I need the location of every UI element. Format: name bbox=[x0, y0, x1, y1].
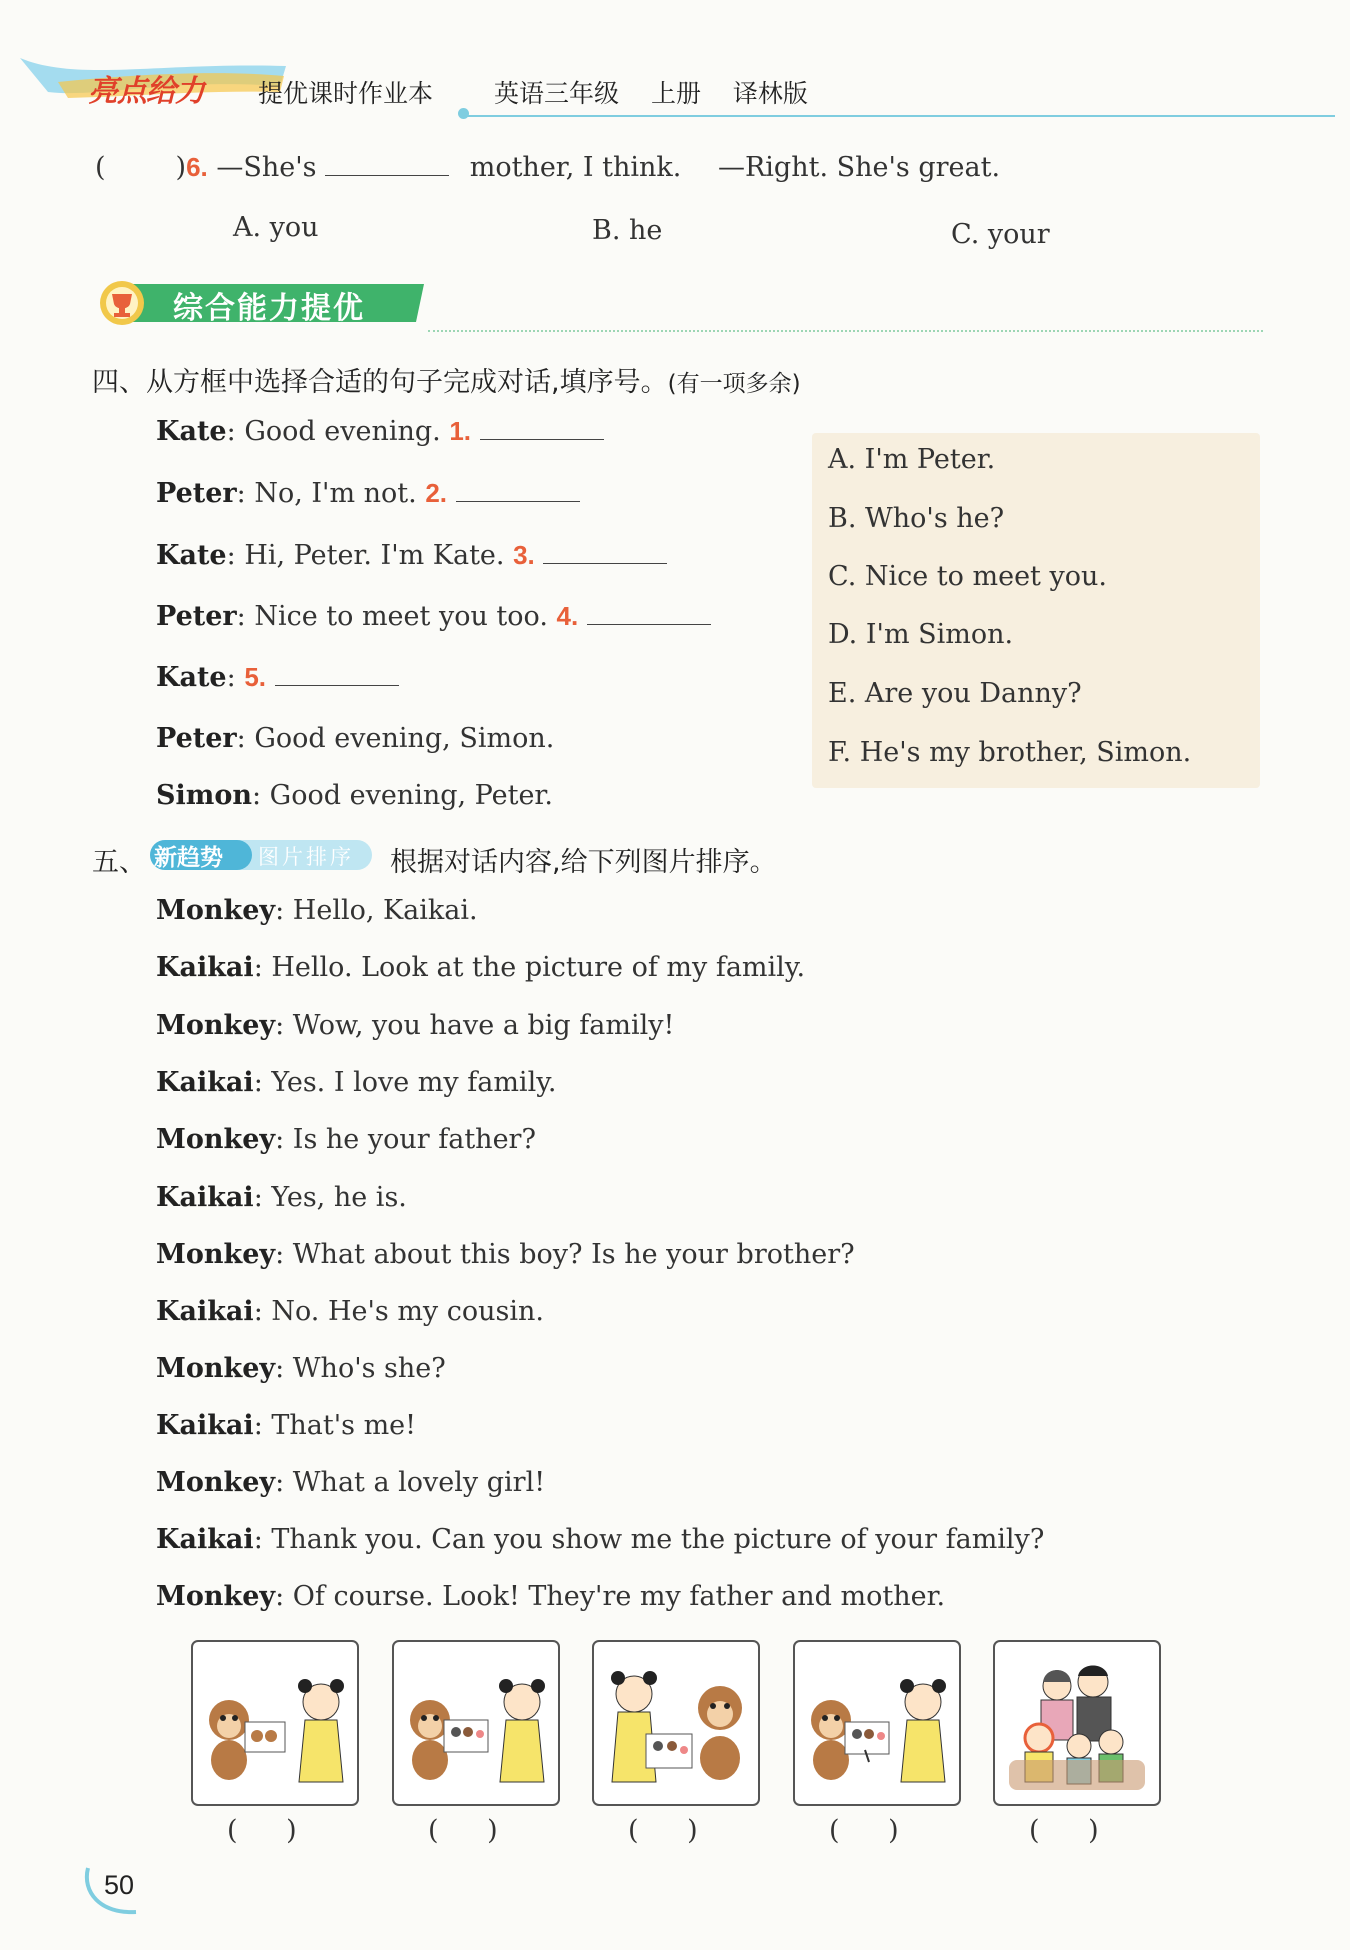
box-option-c: C. Nice to meet you. bbox=[828, 561, 1107, 592]
picture-2 bbox=[392, 1640, 560, 1806]
dialogue5-line: Monkey: Wow, you have a big family! bbox=[156, 1010, 675, 1041]
line-text: Good evening. bbox=[244, 416, 441, 447]
line-text: Thank you. Can you show me the picture of your family? bbox=[271, 1524, 1045, 1555]
speaker-name: Kaikai bbox=[156, 1182, 254, 1213]
girl-shows-photo-illustration bbox=[594, 1642, 758, 1804]
speaker-name: Monkey bbox=[156, 895, 276, 926]
question-text-2: mother, I think. bbox=[469, 152, 682, 183]
question-5-instruction: 根据对话内容,给下列图片排序。 bbox=[390, 847, 777, 878]
question-4-heading bbox=[92, 360, 801, 399]
answer-paren-close: ) bbox=[175, 152, 187, 183]
question-text-3: —Right. She's great. bbox=[717, 152, 1001, 183]
speaker-name: Peter bbox=[156, 478, 237, 509]
family-photo-illustration bbox=[995, 1642, 1159, 1804]
speaker-name: Monkey bbox=[156, 1467, 276, 1498]
dialogue-line-7: Simon: Good evening, Peter. bbox=[156, 780, 553, 811]
answer-paren-open: ( bbox=[95, 152, 106, 183]
section-title: 综合能力提优 bbox=[173, 291, 365, 326]
line-text: No, I'm not. bbox=[254, 478, 417, 509]
question-number: 6. bbox=[186, 152, 208, 182]
speaker-name: Kate bbox=[156, 540, 227, 571]
speaker-name: Monkey bbox=[156, 1353, 276, 1384]
speaker-name: Kaikai bbox=[156, 1296, 254, 1327]
dialogue5-line: Kaikai: No. He's my cousin. bbox=[156, 1296, 544, 1327]
blank-number: 5. bbox=[244, 662, 266, 692]
option-c: C. your bbox=[951, 219, 1050, 250]
tag-main-label: 新趋势 bbox=[154, 845, 223, 871]
line-text: What about this boy? Is he your brother? bbox=[292, 1239, 855, 1270]
dialogue5-line: Monkey: Is he your father? bbox=[156, 1124, 536, 1155]
page-number: 50 bbox=[104, 1870, 135, 1900]
dialogue-line-2: Peter: No, I'm not. 2. bbox=[156, 478, 580, 509]
header-dot bbox=[458, 108, 469, 119]
speaker-name: Monkey bbox=[156, 1124, 276, 1155]
picture-4 bbox=[793, 1640, 961, 1806]
answer-paren-2[interactable]: ( ) bbox=[428, 1815, 498, 1846]
box-option-d: D. I'm Simon. bbox=[828, 619, 1014, 650]
answer-blank-3[interactable] bbox=[543, 563, 667, 564]
speaker-name: Kaikai bbox=[156, 1410, 254, 1441]
picture-5 bbox=[993, 1640, 1161, 1806]
blank-number: 3. bbox=[513, 540, 535, 570]
brand-logo-text: 亮点给力 bbox=[88, 74, 204, 109]
dialogue5-line: Monkey: Who's she? bbox=[156, 1353, 446, 1384]
dialogue5-line: Monkey: What a lovely girl! bbox=[156, 1467, 546, 1498]
answer-blank-1[interactable] bbox=[480, 439, 604, 440]
dialogue5-line: Monkey: Hello, Kaikai. bbox=[156, 895, 478, 926]
speaker-name: Simon bbox=[156, 780, 252, 811]
option-b: B. he bbox=[592, 215, 663, 246]
blank-number: 1. bbox=[449, 416, 472, 446]
answer-paren-5[interactable]: ( ) bbox=[1029, 1815, 1099, 1846]
box-option-f: F. He's my brother, Simon. bbox=[828, 737, 1192, 768]
options-box bbox=[812, 433, 1260, 788]
speaker-name: Peter bbox=[156, 601, 237, 632]
question-5-prefix: 五、 bbox=[92, 847, 146, 878]
speaker-name: Kaikai bbox=[156, 1524, 254, 1555]
dialogue5-line: Kaikai: Thank you. Can you show me the picture of your family? bbox=[156, 1524, 1045, 1555]
speaker-name: Monkey bbox=[156, 1581, 276, 1612]
box-option-b: B. Who's he? bbox=[828, 503, 1005, 534]
section-dotted-rule bbox=[428, 330, 1263, 332]
dialogue5-line: Kaikai: Yes. I love my family. bbox=[156, 1067, 557, 1098]
line-text: Of course. Look! They're my father and mother. bbox=[292, 1581, 946, 1612]
picture-1 bbox=[191, 1640, 359, 1806]
grade-label: 英语三年级 上册 译林版 bbox=[494, 79, 808, 108]
answer-paren-1[interactable]: ( ) bbox=[227, 1815, 297, 1846]
answer-blank[interactable] bbox=[325, 175, 449, 176]
speaker-name: Kaikai bbox=[156, 952, 254, 983]
line-text: Good evening, Peter. bbox=[269, 780, 553, 811]
speaker-name: Kaikai bbox=[156, 1067, 254, 1098]
answer-paren-3[interactable]: ( ) bbox=[628, 1815, 698, 1846]
line-text: No. He's my cousin. bbox=[271, 1296, 544, 1327]
line-text: Yes. I love my family. bbox=[271, 1067, 557, 1098]
line-text: Who's she? bbox=[292, 1353, 446, 1384]
dialogue5-line: Monkey: Of course. Look! They're my father and mother. bbox=[156, 1581, 946, 1612]
speaker-name: Kate bbox=[156, 662, 227, 693]
dialogue-line-1: Kate: Good evening. 1. bbox=[156, 416, 604, 447]
line-text: Nice to meet you too. bbox=[254, 601, 548, 632]
speaker-name: Peter bbox=[156, 723, 237, 754]
dialogue5-line: Monkey: What about this boy? Is he your brother? bbox=[156, 1239, 855, 1270]
dialogue-line-4: Peter: Nice to meet you too. 4. bbox=[156, 601, 711, 632]
answer-paren-4[interactable]: ( ) bbox=[829, 1815, 899, 1846]
speaker-name: Kate bbox=[156, 416, 227, 447]
line-text: Is he your father? bbox=[292, 1124, 536, 1155]
question-4-instruction: 四、从方框中选择合适的句子完成对话,填序号。 bbox=[92, 367, 668, 398]
line-text: Hello. Look at the picture of my family. bbox=[271, 952, 806, 983]
header-rule bbox=[460, 115, 1335, 117]
speaker-name: Monkey bbox=[156, 1010, 276, 1041]
speaker-name: Monkey bbox=[156, 1239, 276, 1270]
dialogue-line-3: Kate: Hi, Peter. I'm Kate. 3. bbox=[156, 540, 667, 571]
dialogue5-line: Kaikai: Hello. Look at the picture of my family. bbox=[156, 952, 806, 983]
answer-blank-4[interactable] bbox=[587, 624, 711, 625]
tag-sub-label: 图片排序 bbox=[258, 845, 354, 869]
monkey-points-family-photo-illustration bbox=[394, 1642, 558, 1804]
line-text: Good evening, Simon. bbox=[254, 723, 555, 754]
answer-blank-5[interactable] bbox=[275, 685, 399, 686]
question-6 bbox=[95, 152, 1000, 183]
blank-number: 2. bbox=[425, 478, 448, 508]
line-text: That's me! bbox=[271, 1410, 417, 1441]
box-option-e: E. Are you Danny? bbox=[828, 678, 1082, 709]
line-text: Hello, Kaikai. bbox=[292, 895, 478, 926]
dialogue-line-6: Peter: Good evening, Simon. bbox=[156, 723, 555, 754]
question-text-1: —She's bbox=[216, 152, 317, 183]
picture-3 bbox=[592, 1640, 760, 1806]
monkey-shows-photo-illustration bbox=[193, 1642, 357, 1804]
dialogue5-line: Kaikai: Yes, he is. bbox=[156, 1182, 407, 1213]
line-text: What a lovely girl! bbox=[292, 1467, 546, 1498]
dialogue-line-5: Kate: 5. bbox=[156, 662, 399, 693]
monkey-points-cousin-illustration bbox=[795, 1642, 959, 1804]
line-text: Hi, Peter. I'm Kate. bbox=[244, 540, 505, 571]
dialogue5-line: Kaikai: That's me! bbox=[156, 1410, 417, 1441]
question-4-note: (有一项多余) bbox=[667, 371, 801, 397]
option-a: A. you bbox=[233, 212, 319, 243]
box-option-a: A. I'm Peter. bbox=[828, 444, 996, 475]
blank-number: 4. bbox=[556, 601, 579, 631]
answer-blank-2[interactable] bbox=[456, 501, 580, 502]
book-subtitle: 提优课时作业本 bbox=[258, 79, 434, 108]
line-text: Wow, you have a big family! bbox=[292, 1010, 675, 1041]
line-text: Yes, he is. bbox=[271, 1182, 407, 1213]
